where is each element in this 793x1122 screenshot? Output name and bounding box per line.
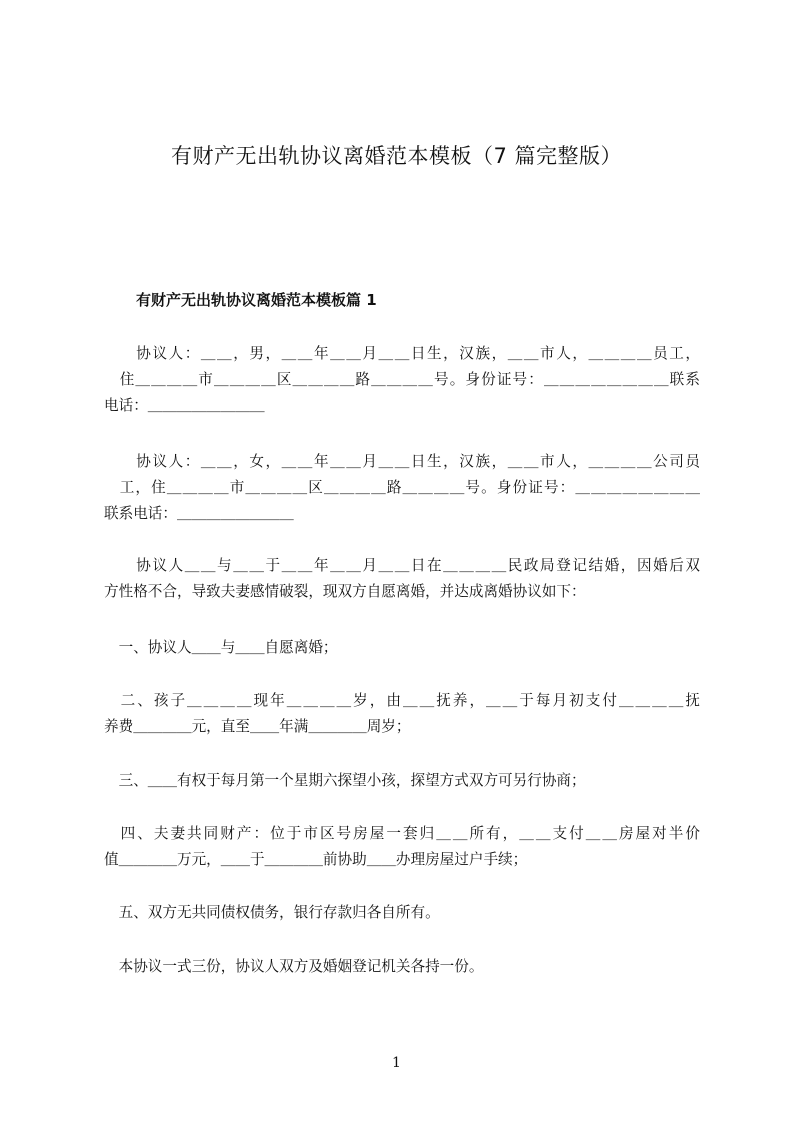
section-title: 有财产无出轨协议离婚范本模板篇 1 bbox=[136, 291, 377, 309]
paragraph-line: 工，住＿＿＿＿市＿＿＿＿区＿＿＿＿路＿＿＿＿号。身份证号：＿＿＿＿＿＿＿＿ bbox=[104, 479, 700, 496]
clause-3-paragraph bbox=[104, 768, 700, 794]
paragraph-line: 四、夫妻共同财产：位于市区号房屋一套归＿＿所有，＿＿支付＿＿房屋对半价 bbox=[104, 825, 700, 842]
paragraph-line: 本协议一式三份，协议人双方及婚姻登记机关各持一份。 bbox=[104, 958, 484, 975]
paragraph-line: 值＿＿＿＿万元，＿＿于＿＿＿＿前协助＿＿办理房屋过户手续； bbox=[104, 851, 528, 868]
clause-5-paragraph bbox=[104, 900, 700, 926]
paragraph-line: 养费＿＿＿＿元，直至＿＿年满＿＿＿＿周岁； bbox=[104, 718, 411, 735]
clause-2-paragraph bbox=[104, 688, 700, 740]
paragraph-line: 二、孩子＿＿＿＿现年＿＿＿＿岁，由＿＿抚养，＿＿于每月初支付＿＿＿＿抚 bbox=[104, 692, 700, 709]
clause-4-paragraph bbox=[104, 821, 700, 873]
paragraph-line: 协议人：＿＿，男，＿＿年＿＿月＿＿日生，汉族，＿＿市人，＿＿＿＿员工， bbox=[104, 345, 700, 362]
party-male-info-paragraph bbox=[104, 341, 700, 419]
paragraph-line: 三、＿＿有权于每月第一个星期六探望小孩，探望方式双方可另行协商； bbox=[104, 772, 586, 789]
clause-1-paragraph bbox=[104, 635, 700, 661]
paragraph-line: 住＿＿＿＿市＿＿＿＿区＿＿＿＿路＿＿＿＿号。身份证号：＿＿＿＿＿＿＿＿联系 bbox=[104, 371, 700, 388]
page-number: 1 bbox=[392, 1055, 401, 1071]
document-title: 有财产无出轨协议离婚范本模板（7 篇完整版） bbox=[170, 144, 623, 168]
copies-clause-paragraph bbox=[104, 954, 700, 980]
party-female-info-paragraph bbox=[104, 449, 700, 527]
paragraph-line: 五、双方无共同债权债务，银行存款归各自所有。 bbox=[104, 904, 440, 921]
paragraph-line: 电话：＿＿＿＿＿＿＿＿ bbox=[104, 397, 265, 414]
paragraph-line: 一、协议人＿＿与＿＿自愿离婚； bbox=[104, 639, 338, 656]
marriage-registration-paragraph bbox=[104, 553, 700, 605]
paragraph-line: 联系电话：＿＿＿＿＿＿＿＿ bbox=[104, 505, 294, 522]
paragraph-line: 协议人＿＿与＿＿于＿＿年＿＿月＿＿日在＿＿＿＿民政局登记结婚，因婚后双 bbox=[104, 557, 700, 574]
paragraph-line: 方性格不合，导致夫妻感情破裂，现双方自愿离婚，并达成离婚协议如下： bbox=[104, 583, 586, 600]
paragraph-line: 协议人：＿＿，女，＿＿年＿＿月＿＿日生，汉族，＿＿市人，＿＿＿＿公司员 bbox=[104, 453, 700, 470]
